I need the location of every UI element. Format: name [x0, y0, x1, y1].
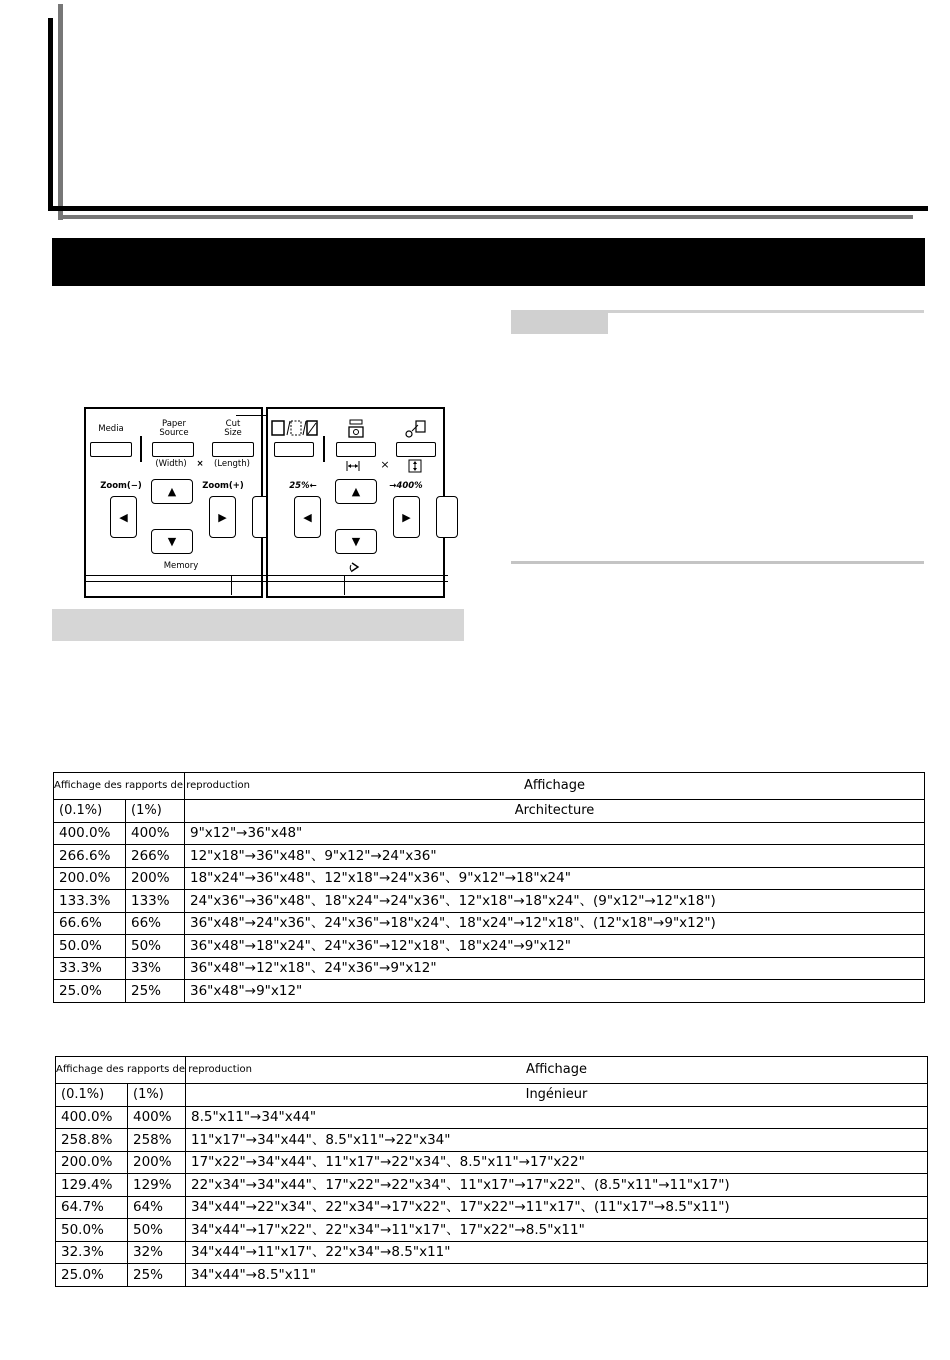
left-arrow-key[interactable]: [110, 496, 137, 538]
triangle-right-icon: ▶: [402, 510, 411, 524]
reduction-table-engineering: [55, 1056, 928, 1287]
col-fine-header: (0.1%): [56, 1084, 128, 1107]
roll-feed-icon: [346, 419, 366, 439]
header-rule-vertical-gray: [58, 4, 63, 220]
times-label: ×: [196, 459, 204, 469]
table-row: [54, 890, 925, 913]
col-coarse-header: (1%): [126, 800, 185, 823]
cell-display: 22"x34"→34"x44"、17"x22"→22"x34"、11"x17"→17"x22"、(8.5"x11"→11"x17"): [186, 1174, 928, 1197]
table-row: [54, 867, 925, 890]
partial-key[interactable]: [436, 496, 458, 538]
col-coarse-header: (1%): [128, 1084, 186, 1107]
triangle-left-icon: ◀: [303, 510, 312, 524]
cell-coarse: 50%: [126, 935, 185, 958]
triangle-up-icon: ▲: [167, 485, 177, 498]
cell-display: 8.5"x11"→34"x44": [186, 1106, 928, 1129]
cell-display: 18"x24"→36"x48"、12"x18"→24"x36"、9"x12"→18"x24": [185, 867, 925, 890]
cell-fine: 129.4%: [56, 1174, 128, 1197]
zoom-min-label: 25%←: [289, 481, 317, 491]
times-label: ×: [380, 458, 390, 471]
cell-display: 36"x48"→12"x18"、24"x36"→9"x12": [185, 957, 925, 980]
cell-fine: 133.3%: [54, 890, 126, 913]
cell-display: 36"x48"→9"x12": [185, 980, 925, 1003]
cut-size-label: Cut Size: [224, 419, 242, 438]
paper-source-label: Paper Source: [159, 419, 189, 438]
cell-display: 34"x44"→8.5"x11": [186, 1264, 928, 1287]
cell-coarse: 400%: [126, 822, 185, 845]
category-header: Architecture: [185, 800, 925, 823]
cell-display: 34"x44"→17"x22"、22"x34"→11"x17"、17"x22"→8.5"x11": [186, 1219, 928, 1242]
section-title-bar: [52, 238, 925, 286]
cell-display: 36"x48"→18"x24"、24"x36"→12"x18"、18"x24"→9"x12": [185, 935, 925, 958]
panel-edge-line: [236, 415, 266, 416]
memory-recall-icon: [348, 561, 362, 574]
subsection-bar: [52, 609, 464, 641]
table-row: [56, 1219, 928, 1242]
header-rule-horizontal-gray: [58, 215, 913, 219]
cell-fine: 25.0%: [56, 1264, 128, 1287]
down-arrow-key[interactable]: [151, 529, 193, 554]
right-arrow-key[interactable]: [209, 496, 236, 538]
paper-type-button[interactable]: [274, 442, 314, 457]
width-label: (Width): [155, 459, 187, 469]
cell-coarse: 25%: [126, 980, 185, 1003]
cut-icon: [404, 419, 428, 439]
zoom-max-label: →400%: [389, 481, 423, 491]
cell-coarse: 258%: [128, 1129, 186, 1152]
roll-feed-button[interactable]: [336, 442, 376, 457]
table-row: [54, 980, 925, 1003]
cell-coarse: 64%: [128, 1196, 186, 1219]
cell-fine: 400.0%: [54, 822, 126, 845]
cell-fine: 66.6%: [54, 912, 126, 935]
cell-fine: 33.3%: [54, 957, 126, 980]
note-box-bottom-rule: [511, 561, 924, 564]
panel-edge-line: [268, 581, 448, 582]
cell-display: 11"x17"→34"x44"、8.5"x11"→22"x34": [186, 1129, 928, 1152]
cell-coarse: 33%: [126, 957, 185, 980]
panel-divider: [140, 436, 142, 462]
cell-fine: 258.8%: [56, 1129, 128, 1152]
zoom-plus-label: Zoom(+): [202, 481, 244, 491]
cell-coarse: 32%: [128, 1241, 186, 1264]
triangle-down-icon: ▼: [167, 535, 177, 548]
cell-fine: 400.0%: [56, 1106, 128, 1129]
cell-coarse: 266%: [126, 845, 185, 868]
cell-coarse: 200%: [128, 1151, 186, 1174]
cell-coarse: 133%: [126, 890, 185, 913]
cell-fine: 50.0%: [54, 935, 126, 958]
panel-edge-line: [86, 575, 266, 576]
table-row: [56, 1241, 928, 1264]
cell-fine: 200.0%: [56, 1151, 128, 1174]
table-row: [54, 912, 925, 935]
panel-edge-line: [231, 575, 232, 595]
table-row: [56, 1129, 928, 1152]
cell-display: 9"x12"→36"x48": [185, 822, 925, 845]
down-arrow-key[interactable]: [335, 529, 377, 554]
panel-divider: [323, 436, 325, 462]
note-box-tab: [511, 310, 608, 334]
ratio-header: Affichage des rapports de reproduction: [56, 1057, 186, 1084]
table-row: [54, 822, 925, 845]
cell-display: 34"x44"→22"x34"、22"x34"→17"x22"、17"x22"→11"x17"、(11"x17"→8.5"x11"): [186, 1196, 928, 1219]
table-row: [56, 1106, 928, 1129]
cell-fine: 266.6%: [54, 845, 126, 868]
cell-display: 12"x18"→36"x48"、9"x12"→24"x36": [185, 845, 925, 868]
cell-fine: 50.0%: [56, 1219, 128, 1242]
triangle-down-icon: ▼: [351, 535, 361, 548]
width-arrow-icon: [346, 460, 360, 472]
cell-coarse: 400%: [128, 1106, 186, 1129]
cut-button[interactable]: [396, 442, 436, 457]
media-button[interactable]: [90, 442, 132, 457]
table-subheader-row: [54, 800, 925, 823]
operation-panel-right: [266, 407, 445, 598]
panel-edge-line: [268, 575, 448, 576]
header-rule-vertical-black: [48, 18, 53, 210]
zoom-minus-label: Zoom(−): [100, 481, 142, 491]
cell-display: 17"x22"→34"x44"、11"x17"→22"x34"、8.5"x11"→17"x22": [186, 1151, 928, 1174]
table-row: [56, 1196, 928, 1219]
memory-label: Memory: [163, 561, 199, 571]
col-fine-header: (0.1%): [54, 800, 126, 823]
table-row: [54, 935, 925, 958]
cell-fine: 64.7%: [56, 1196, 128, 1219]
triangle-up-icon: ▲: [351, 485, 361, 498]
header-rule-horizontal-black: [48, 206, 928, 211]
category-header: Ingénieur: [186, 1084, 928, 1107]
up-arrow-key[interactable]: [335, 479, 377, 504]
length-label: (Length): [214, 459, 250, 469]
table-row: [56, 1174, 928, 1197]
triangle-left-icon: ◀: [119, 510, 128, 524]
panel-edge-line: [86, 581, 266, 582]
table-row: [54, 957, 925, 980]
panel-edge-line: [344, 575, 345, 595]
cell-display: 36"x48"→24"x36"、24"x36"→18"x24"、18"x24"→12"x18"、(12"x18"→9"x12"): [185, 912, 925, 935]
cut-size-button[interactable]: [212, 442, 254, 457]
paper-type-icon: [271, 419, 319, 437]
display-header: Affichage: [186, 1057, 928, 1084]
paper-source-button[interactable]: [152, 442, 194, 457]
cell-coarse: 129%: [128, 1174, 186, 1197]
length-arrow-icon: [408, 459, 422, 473]
cell-fine: 200.0%: [54, 867, 126, 890]
left-arrow-key[interactable]: [294, 496, 321, 538]
table-header-row: [54, 773, 925, 800]
operation-panel-left: [84, 407, 263, 598]
cell-display: 24"x36"→36"x48"、18"x24"→24"x36"、12"x18"→18"x24"、(9"x12"→12"x18"): [185, 890, 925, 913]
cell-coarse: 50%: [128, 1219, 186, 1242]
right-arrow-key[interactable]: [393, 496, 420, 538]
table-header-row: [56, 1057, 928, 1084]
cell-coarse: 200%: [126, 867, 185, 890]
ratio-header: Affichage des rapports de reproduction: [54, 773, 185, 800]
reduction-table-architecture: [53, 772, 925, 1003]
cell-display: 34"x44"→11"x17"、22"x34"→8.5"x11": [186, 1241, 928, 1264]
table-subheader-row: [56, 1084, 928, 1107]
cell-fine: 25.0%: [54, 980, 126, 1003]
media-label: Media: [98, 424, 124, 434]
table-row: [56, 1151, 928, 1174]
cell-coarse: 25%: [128, 1264, 186, 1287]
cell-coarse: 66%: [126, 912, 185, 935]
cell-fine: 32.3%: [56, 1241, 128, 1264]
up-arrow-key[interactable]: [151, 479, 193, 504]
display-header: Affichage: [185, 773, 925, 800]
table-row: [56, 1264, 928, 1287]
triangle-right-icon: ▶: [218, 510, 227, 524]
table-row: [54, 845, 925, 868]
